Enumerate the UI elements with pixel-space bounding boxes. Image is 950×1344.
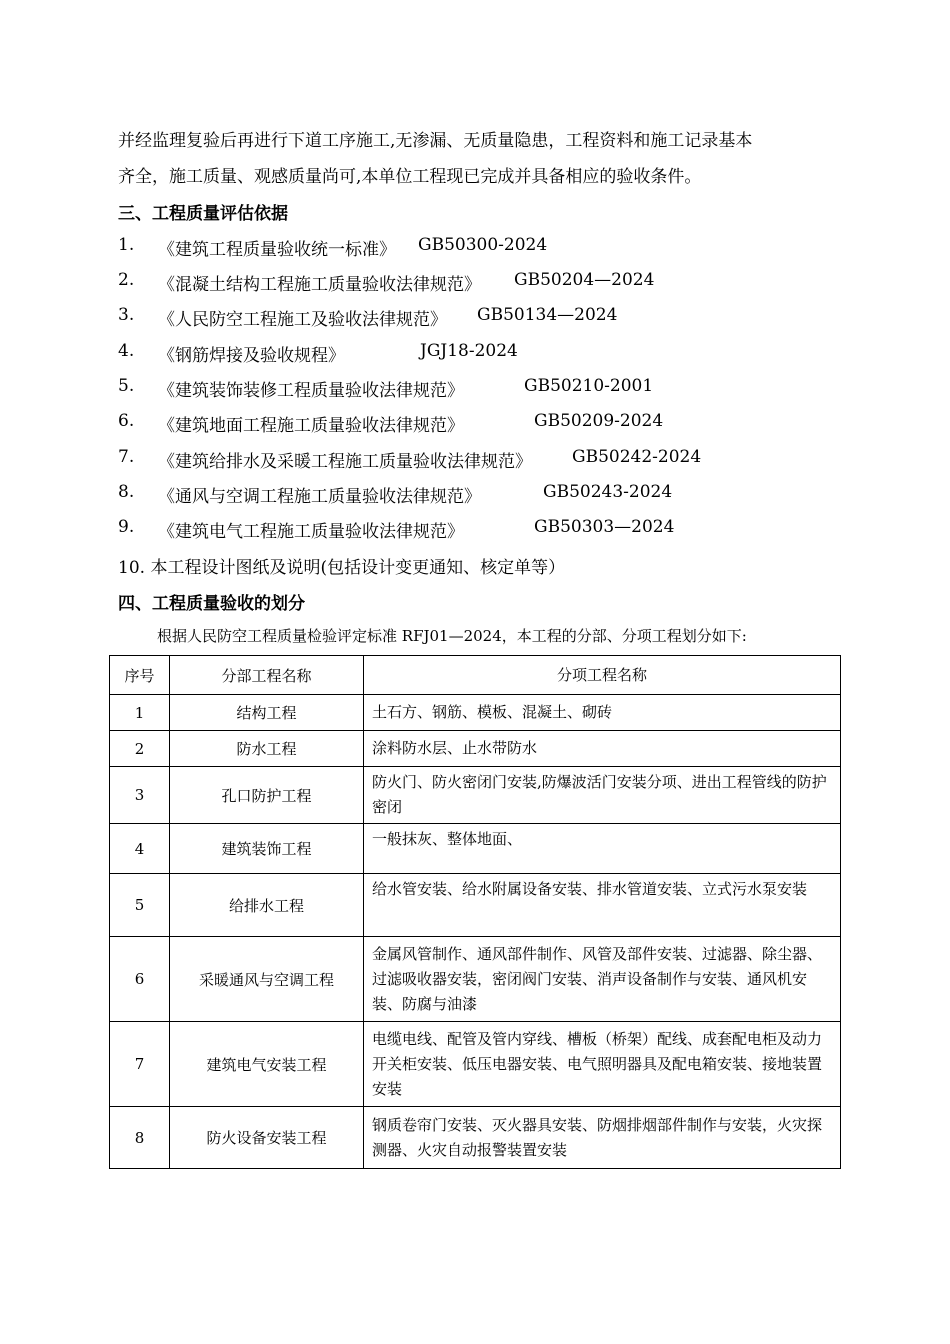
subitem-names: 金属风管制作、通风部件制作、风管及部件安装、过滤器、除尘器、过滤吸收器安装，密闭阀门安装、消声设备制作与安装、通风机安装、防腐与油漆: [364, 937, 841, 1022]
reference-number: 6.: [118, 411, 135, 431]
subitem-names: 防火门、防火密闭门安装,防爆波活门安装分项、进出工程管线的防护密闭: [364, 767, 841, 824]
row-number: 6: [110, 937, 170, 1022]
division-name: 建筑装饰工程: [170, 824, 364, 874]
reference-title: 《混凝土结构工程施工质量验收法律规范》: [158, 275, 481, 295]
table-row: [110, 1107, 841, 1169]
subitem-names: 涂料防水层、止水带防水: [364, 731, 841, 767]
reference-title: 《建筑给排水及采暖工程施工质量验收法律规范》: [158, 452, 532, 472]
subitem-names: 土石方、钢筋、模板、混凝土、砌砖: [364, 695, 841, 731]
table-row: [110, 1022, 841, 1107]
intro-line-1: 并经监理复验后再进行下道工序施工,无渗漏、无质量隐患，工程资料和施工记录基本: [118, 131, 753, 151]
reference-title: 《建筑装饰装修工程质量验收法律规范》: [158, 381, 464, 401]
reference-code: GB50242-2024: [572, 447, 702, 467]
division-name: 建筑电气安装工程: [170, 1022, 364, 1107]
reference-title: 《建筑工程质量验收统一标准》: [158, 240, 396, 260]
table-row: [110, 874, 841, 937]
division-name: 给排水工程: [170, 874, 364, 937]
division-name: 孔口防护工程: [170, 767, 364, 824]
table-row: [110, 824, 841, 874]
row-number: 2: [110, 731, 170, 767]
table-row: [110, 731, 841, 767]
division-name: 防火设备安装工程: [170, 1107, 364, 1169]
reference-title: 《建筑地面工程施工质量验收法律规范》: [158, 416, 464, 436]
row-number: 8: [110, 1107, 170, 1169]
subitem-names: 电缆电线、配管及管内穿线、槽板（桥架）配线、成套配电柜及动力开关柜安装、低压电器安装、电气照明器具及配电箱安装、接地装置安装: [364, 1022, 841, 1107]
subitem-names: 一般抹灰、整体地面、: [364, 824, 841, 874]
reference-title: 《建筑电气工程施工质量验收法律规范》: [158, 522, 464, 542]
reference-title: 《钢筋焊接及验收规程》: [158, 346, 345, 366]
intro-line-2: 齐全，施工质量、观感质量尚可,本单位工程现已完成并具备相应的验收条件。: [118, 167, 702, 187]
reference-item-10: 10. 本工程设计图纸及说明(包括设计变更通知、核定单等）: [118, 558, 566, 578]
table-header-row: [110, 656, 841, 695]
reference-number: 1.: [118, 235, 135, 255]
subitem-names: 钢质卷帘门安装、灭火器具安装、防烟排烟部件制作与安装，火灾探测器、火灾自动报警装置安装: [364, 1107, 841, 1169]
table-row: [110, 695, 841, 731]
subitem-names: 给水管安装、给水附属设备安装、排水管道安装、立式污水泵安装: [364, 874, 841, 937]
reference-number: 2.: [118, 270, 135, 290]
column-header: 分部工程名称: [170, 656, 364, 695]
reference-number: 4.: [118, 341, 135, 361]
row-number: 5: [110, 874, 170, 937]
column-header: 序号: [110, 656, 170, 695]
division-name: 采暖通风与空调工程: [170, 937, 364, 1022]
row-number: 7: [110, 1022, 170, 1107]
division-name: 防水工程: [170, 731, 364, 767]
row-number: 1: [110, 695, 170, 731]
reference-code: GB50243-2024: [543, 482, 673, 502]
reference-code: GB50204—2024: [514, 270, 655, 290]
section-4-heading: 四、工程质量验收的划分: [118, 594, 305, 614]
reference-code: GB50134—2024: [477, 305, 618, 325]
section-3-heading: 三、工程质量评估依据: [118, 204, 288, 224]
reference-number: 7.: [118, 447, 135, 467]
row-number: 4: [110, 824, 170, 874]
division-name: 结构工程: [170, 695, 364, 731]
reference-title: 《通风与空调工程施工质量验收法律规范》: [158, 487, 481, 507]
reference-title: 《人民防空工程施工及验收法律规范》: [158, 310, 447, 330]
reference-number: 8.: [118, 482, 135, 502]
reference-number: 3.: [118, 305, 135, 325]
table-row: [110, 937, 841, 1022]
reference-number: 9.: [118, 517, 135, 537]
section-4-intro: 根据人民防空工程质量检验评定标准 RFJ01—2024，本工程的分部、分项工程划分如下:: [157, 627, 747, 645]
reference-code: GB50300-2024: [418, 235, 548, 255]
reference-code: GB50303—2024: [534, 517, 675, 537]
reference-code: GB50209-2024: [534, 411, 664, 431]
row-number: 3: [110, 767, 170, 824]
reference-number: 5.: [118, 376, 135, 396]
reference-code: JGJ18-2024: [420, 341, 518, 361]
column-header: 分项工程名称: [364, 656, 841, 695]
table-row: [110, 767, 841, 824]
reference-code: GB50210-2001: [524, 376, 654, 396]
division-table: [109, 655, 841, 1169]
